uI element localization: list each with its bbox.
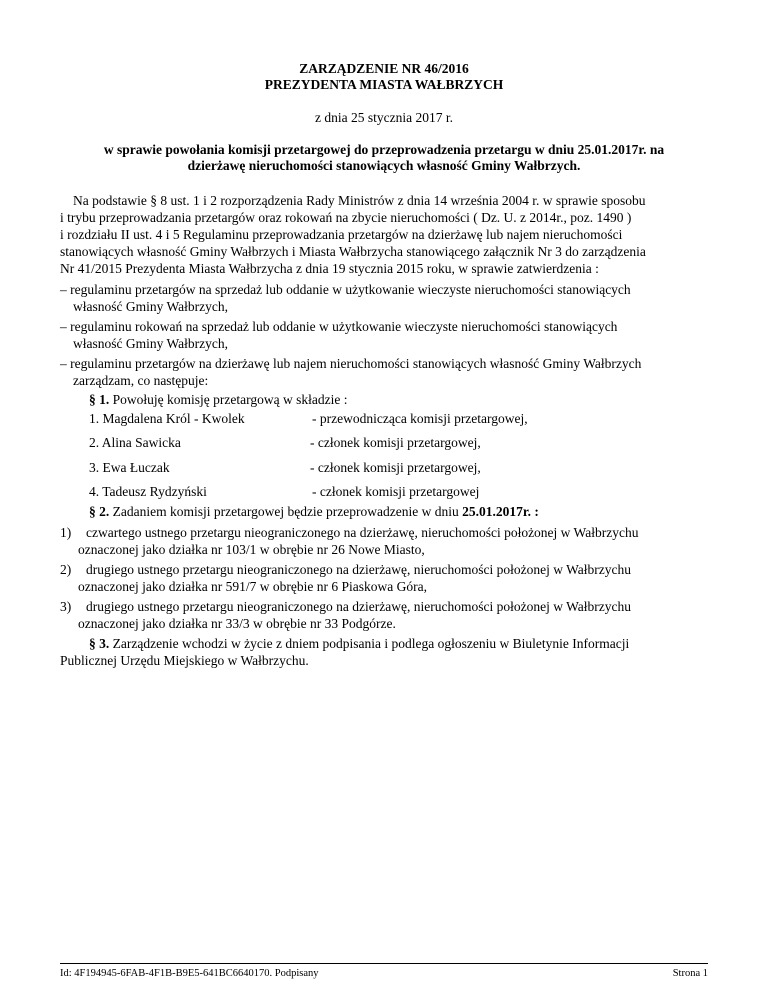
paragraph-2-text: Zadaniem komisji przetargowej będzie przeprowadzenie w dniu (109, 504, 463, 519)
member-role: - członek komisji przetargowej (312, 484, 480, 499)
member-role: - członek komisji przetargowej, (310, 460, 481, 475)
tender-line: drugiego ustnego przetargu nieograniczonego na dzierżawę, nieruchomości położonej w Wałbrzychu (86, 562, 631, 577)
paragraph-1 (89, 391, 347, 408)
member-name: 1. Magdalena Król - Kwolek (89, 411, 245, 426)
member-role: - przewodnicząca komisji przetargowej, (312, 411, 528, 426)
paragraph-3 (89, 635, 629, 652)
tender-line: czwartego ustnego przetargu nieograniczonego na dzierżawę, nieruchomości położonej w Wałbrzychu (86, 525, 639, 540)
member-name: 2. Alina Sawicka (89, 435, 181, 450)
tender-number: 3) (60, 599, 72, 614)
member-name: 3. Ewa Łuczak (89, 460, 170, 475)
paragraph-1-text: Powołuję komisję przetargową w składzie : (109, 392, 348, 407)
intro-line: Na podstawie § 8 ust. 1 i 2 rozporządzenia Rady Ministrów z dnia 14 września 2004 r. w sprawie sposobu (73, 193, 646, 208)
paragraph-1-label: § 1. (89, 392, 110, 407)
tender-line-cont: oznaczonej jako działka nr 33/3 w obrębie nr 33 Podgórze. (78, 616, 396, 631)
paragraph-3-text: Zarządzenie wchodzi w życie z dniem podpisania i podlega ogłoszeniu w Biuletynie Informacji (109, 636, 630, 651)
page-number: Strona 1 (672, 968, 708, 979)
title-line-2: PREZYDENTA MIASTA WAŁBRZYCH (264, 77, 504, 92)
paragraph-3-cont: Publicznej Urzędu Miejskiego w Wałbrzychu. (60, 653, 309, 668)
tender-number: 1) (60, 525, 72, 540)
subject-line-2: dzierżawę nieruchomości stanowiących własność Gminy Wałbrzych. (187, 158, 581, 173)
intro-line: stanowiących własność Gminy Wałbrzych i Miasta Wałbrzycha stanowiącego załącznik Nr 3 do zarządzenia (60, 244, 646, 259)
tender-number: 2) (60, 562, 72, 577)
intro-line: i trybu przeprowadzania przetargów oraz rokowań na zbycie nieruchomości ( Dz. U. z 2014r., poz. 1490 ) (60, 210, 632, 225)
tender-line: drugiego ustnego przetargu nieograniczonego na dzierżawę, nieruchomości położonej w Wałbrzychu (86, 599, 631, 614)
paragraph-2-label: § 2. (89, 504, 110, 519)
document-id: Id: 4F194945-6FAB-4F1B-B9E5-641BC6640170. Podpisany (60, 968, 319, 979)
intro-line: i rozdziału II ust. 4 i 5 Regulaminu przeprowadzania przetargów na dzierżawę lub najem nieruchomości (60, 227, 623, 242)
regulation-item: – regulaminu przetargów na dzierżawę lub najem nieruchomości stanowiących własność Gminy Wałbrzych (60, 356, 642, 371)
regulation-item-cont: własność Gminy Wałbrzych, (73, 299, 229, 314)
intro-line: Nr 41/2015 Prezydenta Miasta Wałbrzycha z dnia 19 stycznia 2015 roku, w sprawie zatwierdzenia : (60, 261, 599, 276)
regulation-item: – regulaminu rokowań na sprzedaż lub oddanie w użytkowanie wieczyste nieruchomości stanowiących (60, 319, 618, 334)
paragraph-3-label: § 3. (89, 636, 110, 651)
paragraph-2 (89, 503, 539, 520)
member-name: 4. Tadeusz Rydzyński (89, 484, 207, 499)
regulation-item-cont: zarządzam, co następuje: (73, 373, 209, 388)
member-role: - członek komisji przetargowej, (310, 435, 481, 450)
regulation-item-cont: własność Gminy Wałbrzych, (73, 336, 229, 351)
tender-line-cont: oznaczonej jako działka nr 103/1 w obrębie nr 26 Nowe Miasto, (78, 542, 425, 557)
paragraph-2-date: 25.01.2017r. : (462, 504, 539, 519)
regulation-item: – regulaminu przetargów na sprzedaż lub oddanie w użytkowanie wieczyste nieruchomości stanowiących (60, 282, 631, 297)
document-date: z dnia 25 stycznia 2017 r. (315, 110, 453, 125)
title-line-1: ZARZĄDZENIE NR 46/2016 (299, 61, 469, 76)
footer-divider (60, 963, 708, 964)
subject-line-1: w sprawie powołania komisji przetargowej do przeprowadzenia przetargu w dniu 25.01.2017r. na (103, 142, 665, 157)
tender-line-cont: oznaczonej jako działka nr 591/7 w obrębie nr 6 Piaskowa Góra, (78, 579, 428, 594)
